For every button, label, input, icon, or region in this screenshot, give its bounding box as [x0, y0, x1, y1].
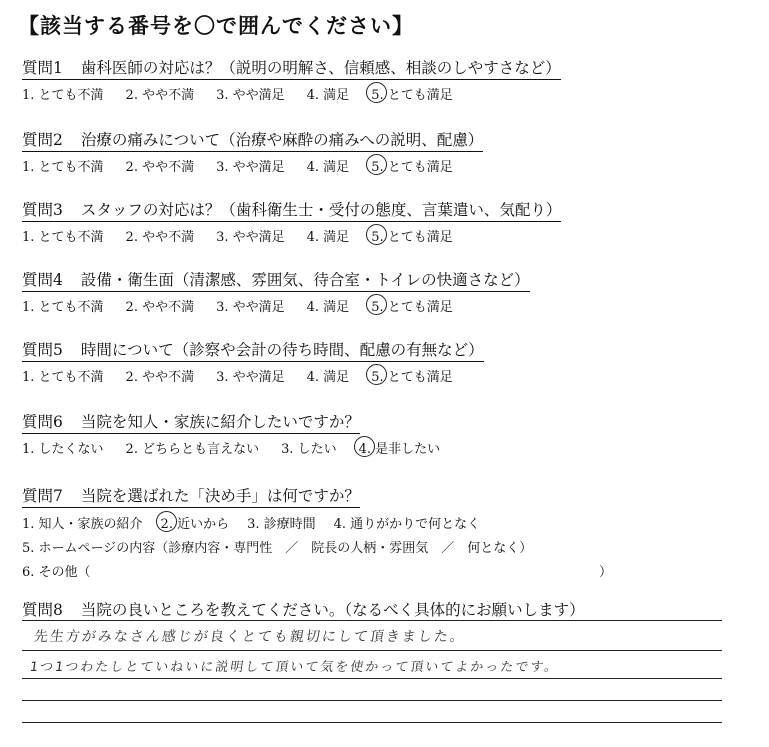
question-1-options	[22, 84, 561, 103]
option-3[interactable]: 3. やや満足	[216, 300, 285, 315]
option-5-selected[interactable]: 5. とても満足	[371, 366, 453, 385]
answer-line	[22, 722, 722, 723]
question-7-option-1[interactable]: 1. 知人・家族の紹介	[22, 517, 143, 532]
option-1[interactable]: 1. とても不満	[22, 160, 104, 175]
page-title: 【該当する番号を〇で囲んでください】	[18, 13, 414, 38]
option-4-selected[interactable]: 4. 是非したい	[359, 438, 441, 457]
question-4-heading	[22, 268, 530, 292]
option-3[interactable]: 3. やや満足	[216, 160, 285, 175]
question-8-number: 質問8	[22, 601, 63, 619]
question-3	[22, 198, 561, 245]
option-4[interactable]: 4. 満足	[306, 160, 350, 175]
question-3-text: スタッフの対応は？（歯科衛生士・受付の態度、言葉遣い、気配り）	[80, 201, 562, 219]
question-6-number: 質問6	[22, 413, 63, 431]
option-4[interactable]: 4. 満足	[306, 230, 350, 245]
question-4-options	[22, 296, 530, 315]
handwritten-answer-line-2: 1つ1つわたしとていねいに説明して頂いて気を使かって頂いてよかったです。	[28, 660, 561, 675]
question-1-number: 質問1	[22, 59, 63, 77]
question-3-heading	[22, 198, 561, 222]
question-2-text: 治療の痛みについて（治療や麻酔の痛みへの説明、配慮）	[80, 131, 484, 149]
option-2[interactable]: 2. どちらとも言えない	[125, 442, 260, 457]
answer-line	[22, 650, 722, 651]
option-2[interactable]: 2. やや不満	[125, 230, 195, 245]
option-2[interactable]: 2. やや不満	[125, 88, 195, 103]
option-3[interactable]: 3. やや満足	[216, 230, 285, 245]
question-7-option-6[interactable]	[22, 561, 612, 580]
question-6	[22, 410, 462, 457]
question-7-option-6-close: ）	[598, 565, 612, 580]
question-7-options-row-1	[22, 513, 612, 532]
question-7-heading	[22, 484, 360, 508]
option-5-selected[interactable]: 5. とても満足	[371, 226, 453, 245]
question-5-number: 質問5	[22, 341, 63, 359]
question-6-options	[22, 438, 462, 457]
question-7-option-2-selected[interactable]: 2. 近いから	[161, 513, 230, 532]
question-4-text: 設備・衛生面（清潔感、雰囲気、待合室・トイレの快適さなど）	[80, 271, 530, 289]
question-8	[22, 598, 585, 621]
question-5-options	[22, 366, 484, 385]
question-7-text: 当院を選ばれた「決め手」は何ですか？	[80, 487, 360, 505]
question-1-text: 歯科医師の対応は？（説明の明解さ、信頼感、相談のしやすさなど）	[80, 59, 561, 77]
question-2-options	[22, 156, 483, 175]
question-7-option-5[interactable]: 5. ホームページの内容（診療内容・専門性 ／ 院長の人柄・雰囲気 ／ 何となく）	[22, 541, 533, 556]
option-3[interactable]: 3. やや満足	[216, 88, 285, 103]
question-5-heading	[22, 338, 484, 362]
question-3-number: 質問3	[22, 201, 63, 219]
question-6-heading	[22, 410, 360, 434]
question-5-text: 時間について（診察や会計の待ち時間、配慮の有無など）	[80, 341, 484, 359]
option-1[interactable]: 1. とても不満	[22, 300, 104, 315]
question-1	[22, 56, 561, 103]
question-7-option-3[interactable]: 3. 診療時間	[247, 517, 316, 532]
question-6-text: 当院を知人・家族に紹介したいですか？	[80, 413, 360, 431]
option-1[interactable]: 1. とても不満	[22, 370, 104, 385]
question-7-option-6-label: 6. その他（	[22, 565, 91, 580]
question-8-text: 当院の良いところを教えてください。（なるべく具体的にお願いします）	[80, 601, 585, 619]
answer-line	[22, 700, 722, 701]
option-2[interactable]: 2. やや不満	[125, 370, 195, 385]
handwritten-answer-line-1: 先生方がみなさん感じが良くとても親切にして頂きました。	[32, 629, 467, 645]
question-2-number: 質問2	[22, 131, 63, 149]
option-5-selected[interactable]: 5. とても満足	[371, 156, 453, 175]
answer-line	[22, 678, 722, 679]
option-2[interactable]: 2. やや不満	[125, 160, 195, 175]
question-1-heading	[22, 56, 561, 80]
option-4[interactable]: 4. 満足	[306, 88, 350, 103]
option-5-selected[interactable]: 5. とても満足	[371, 296, 453, 315]
option-3[interactable]: 3. したい	[281, 442, 337, 457]
question-7-number: 質問7	[22, 487, 63, 505]
question-3-options	[22, 226, 561, 245]
question-7	[22, 484, 612, 580]
option-1[interactable]: 1. とても不満	[22, 88, 104, 103]
question-4-number: 質問4	[22, 271, 63, 289]
answer-line	[22, 620, 722, 621]
option-4[interactable]: 4. 満足	[306, 300, 350, 315]
option-3[interactable]: 3. やや満足	[216, 370, 285, 385]
option-1[interactable]: 1. とても不満	[22, 230, 104, 245]
question-4	[22, 268, 530, 315]
option-4[interactable]: 4. 満足	[306, 370, 350, 385]
question-8-heading	[22, 598, 585, 621]
question-2	[22, 128, 483, 175]
option-5-selected[interactable]: 5. とても満足	[371, 84, 453, 103]
option-1[interactable]: 1. したくない	[22, 442, 104, 457]
question-2-heading	[22, 128, 483, 152]
question-7-option-4[interactable]: 4. 通りがかりで何となく	[333, 517, 481, 532]
option-2[interactable]: 2. やや不満	[125, 300, 195, 315]
question-5	[22, 338, 484, 385]
